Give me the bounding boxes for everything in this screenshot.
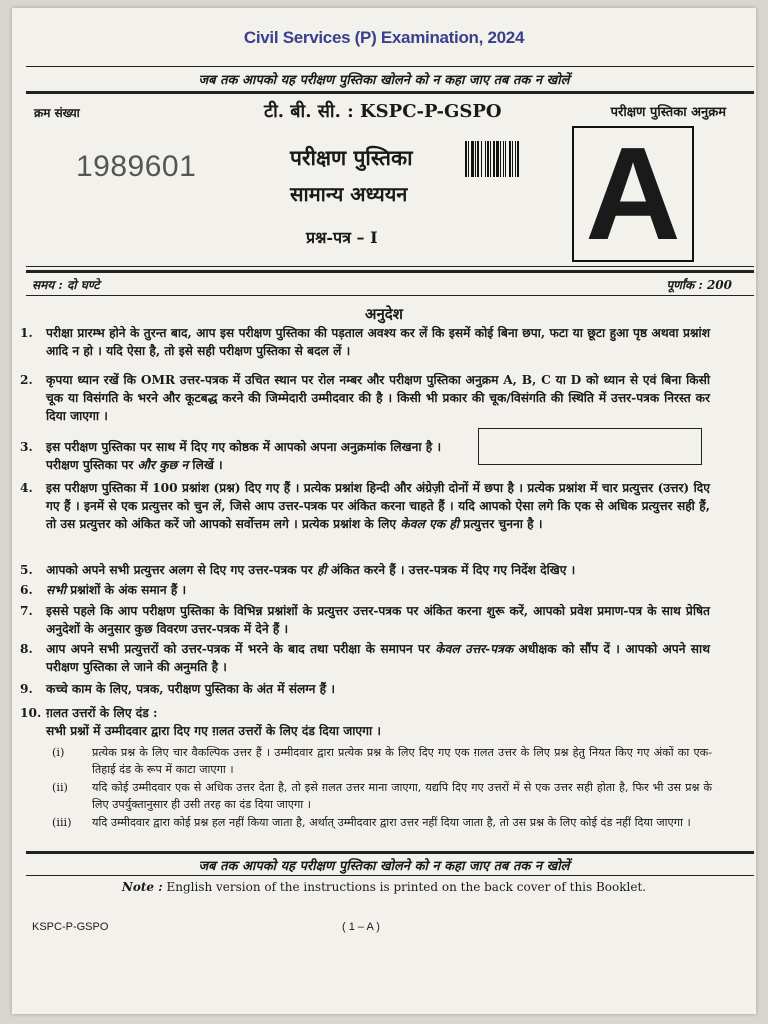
booklet-title: परीक्षण पुस्तिका [290,145,413,170]
instruction-item: 1. परीक्षा प्रारम्भ होने के तुरन्त बाद, आप इस परीक्षण पुस्तिका की पड़ताल अवश्य कर लें कि इसमें कोई बिना छपा, फटा या छूटा हुआ पृष्ठ अथवा प्रश्नांश आदि न हो । यदि ऐसा है, तो इसे सही परीक्षण पुस्तिका से बदल लें । [20,326,710,358]
roll-number-box[interactable] [478,428,702,465]
instruction-item: 4. इस परीक्षण पुस्तिका में 100 प्रश्नांश (प्रश्न) दिए गए हैं । प्रत्येक प्रश्नांश हिन्दी और अंग्रेज़ी दोनों में छपा है । प्रत्येक प्रश्नांश में चार प्रत्युत्तर (उत्तर) दिए गए हैं । इनमें से एक प्रत्युत्तर को चुन लें, जिसे आप उत्तर-पत्रक पर अंकित करना चाहते हैं । यदि आपको ऐसा लगे कि एक से अधिक प्रत्युत्तर सही हैं, तो उस प्रत्युत्तर को अंकित करें जो आपको सर्वोत्तम लगे । प्रत्येक प्रश्नांश के लिए केवल एक ही प्रत्युत्तर चुनना है । [20,481,710,531]
divider [26,295,754,296]
banner-top: जब तक आपको यह परीक्षण पुस्तिका खोलने को न कहा जाए तब तक न खोलें [198,73,570,88]
divider [26,851,754,854]
series-box [572,120,694,267]
paper-title: प्रश्न-पत्र – I [306,228,378,247]
series-letter: A [585,120,681,267]
english-note: Note : English version of the instructions is printed on the back cover of this Booklet. [121,880,647,894]
serial-number: 1989601 [76,150,197,183]
instruction-item: 7. इससे पहले कि आप परीक्षण पुस्तिका के विभिन्न प्रश्नांशों के प्रत्युत्तर उत्तर-पत्रक पर अंकित करना शुरू करें, आपको प्रवेश प्रमाण-पत्र के साथ प्रेषित अनुदेशों के अनुसार कुछ विवरण उत्तर-पत्रक में देने हैं । [20,604,710,636]
booklet-series-label: परीक्षण पुस्तिका अनुक्रम [610,105,726,120]
divider [26,875,754,876]
penalty-item: (iii) यदि उम्मीदवार द्वारा कोई प्रश्न हल नहीं किया जाता है, अर्थात् उम्मीदवार द्वारा उत्तर नहीं दिया जाता है, तो उस प्रश्न के लिए कोई दंड नहीं दिया जाएगा । [52,816,691,829]
barcode [465,141,543,177]
serial-number-label: क्रम संख्या [34,106,80,120]
time-duration: समय : दो घण्टे [32,278,100,292]
tbc-code: टी. बी. सी. : KSPC-P-GSPO [264,101,502,122]
penalty-item: (i) प्रत्येक प्रश्न के लिए चार वैकल्पिक उत्तर हैं । उम्मीदवार द्वारा प्रत्येक प्रश्न के लिए दिए गए एक ग़लत उत्तर के लिए प्रश्न हेतु नियत किए गए अंकों का एक-तिहाई दंड के रूप में काटा जाएगा । [52,746,712,776]
instruction-item: 8. आप अपने सभी प्रत्युत्तरों को उत्तर-पत्रक में भरने के बाद तथा परीक्षा के समापन पर केवल उत्तर-पत्रक अधीक्षक को सौंप दें । आपको अपने साथ परीक्षण पुस्तिका ले जाने की अनुमति है । [20,642,710,674]
footer-code: KSPC-P-GSPO [32,921,109,933]
instruction-item: 2. कृपया ध्यान रखें कि OMR उत्तर-पत्रक में उचित स्थान पर रोल नम्बर और परीक्षण पुस्तिका अनुक्रम A, B, C या D को ध्यान से एवं बिना किसी चूक या विसंगति के भरने और कूटबद्ध करने की जिम्मेदारी उम्मीदवार की है । किसी भी प्रकार की चूक/विसंगति की स्थिति में उत्तर-पत्रक निरस्त कर दिया जाएगा । [20,373,710,423]
banner-bottom: जब तक आपको यह परीक्षण पुस्तिका खोलने को न कहा जाए तब तक न खोलें [198,859,570,874]
instruction-item: 5. आपको अपने सभी प्रत्युत्तर अलग से दिए गए उत्तर-पत्रक पर ही अंकित करने हैं । उत्तर-पत्रक में दिए गए निर्देश देखिए । [20,563,576,577]
divider [26,66,754,67]
booklet-cover [12,8,756,1014]
divider [26,266,754,267]
penalty-item: (ii) यदि कोई उम्मीदवार एक से अधिक उत्तर देता है, तो इसे ग़लत उत्तर माना जाएगा, यद्यपि दिए गए उत्तरों में से एक उत्तर सही होता है, फिर भी उस प्रश्न के लिए उपर्युक्तानुसार ही उसी तरह का दंड दिया जाएगा । [52,781,712,811]
subject-title: सामान्य अध्ययन [290,182,408,206]
instruction-item: 9. कच्चे काम के लिए, पत्रक, परीक्षण पुस्तिका के अंत में संलग्न हैं । [20,682,336,696]
divider [26,270,754,273]
divider [26,91,754,94]
instructions-heading: अनुदेश [365,305,403,323]
instruction-item: 3. इस परीक्षण पुस्तिका पर साथ में दिए गए कोष्ठक में आपको अपना अनुक्रमांक लिखना है । परीक्षण पुस्तिका पर और कुछ न लिखें । [20,440,442,472]
instruction-item: 10. ग़लत उत्तरों के लिए दंड : सभी प्रश्नों में उम्मीदवार द्वारा दिए गए ग़लत उत्तरों के लिए दंड दिया जाएगा । [20,706,382,738]
instruction-item: 6. सभी प्रश्नांशों के अंक समान हैं । [20,583,187,597]
exam-title: Civil Services (P) Examination, 2024 [243,28,525,47]
max-marks: पूर्णांक : 200 [666,278,732,292]
page-number: ( 1 – A ) [342,921,380,933]
